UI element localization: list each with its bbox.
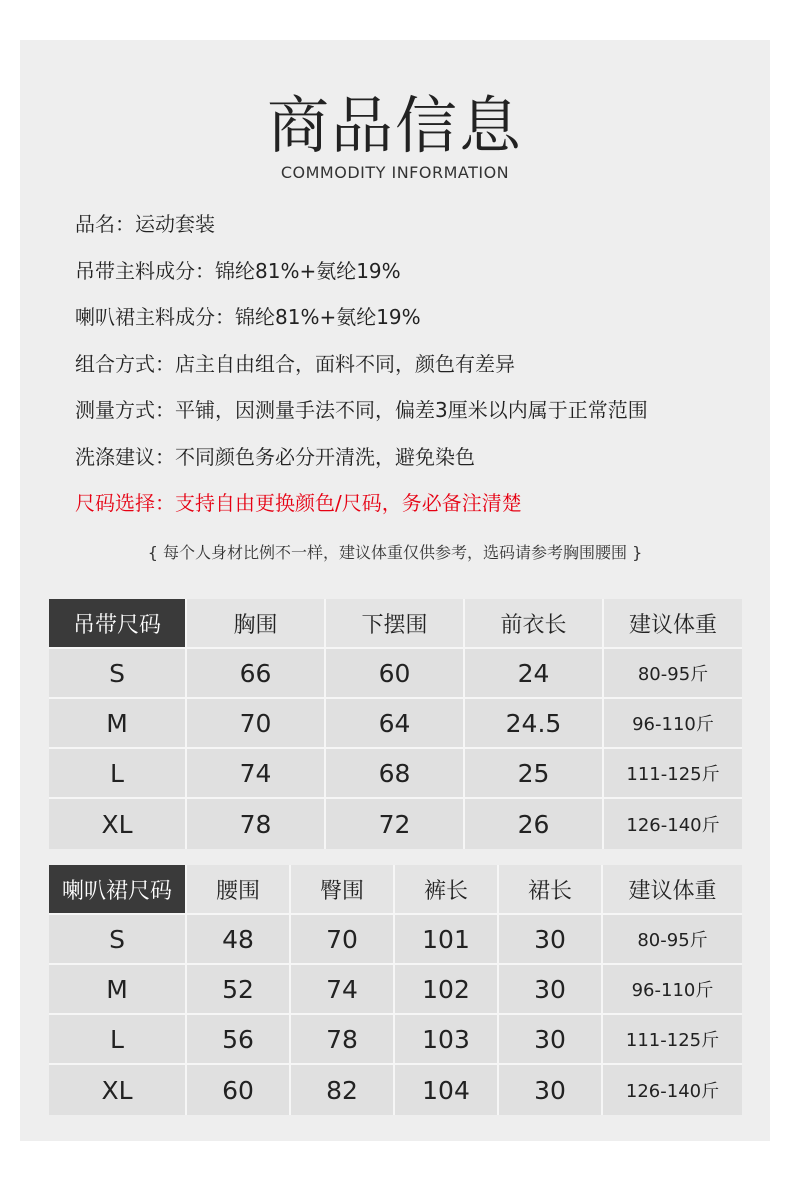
weight-cell: 96-110斤 <box>604 699 742 749</box>
size-note: { 每个人身材比例不一样，建议体重仅供参考，选码请参考胸围腰围 } <box>147 543 643 562</box>
page-title: 商品信息 <box>266 89 523 162</box>
value-cell: 74 <box>187 749 326 799</box>
weight-cell: 126-140斤 <box>604 799 742 849</box>
weight-cell: 80-95斤 <box>604 649 742 699</box>
value-cell: 78 <box>187 799 326 849</box>
value-cell: 30 <box>499 1015 603 1065</box>
header-weight: 建议体重 <box>603 865 742 915</box>
info-size-selection: 尺码选择：支持自由更换颜色/尺码，务必备注清楚 <box>75 491 522 515</box>
value-cell: 68 <box>326 749 465 799</box>
info-top-material: 吊带主料成分：锦纶81%+氨纶19% <box>75 258 401 283</box>
info-measurement: 测量方式：平铺，因测量手法不同，偏差3厘米以内属于正常范围 <box>75 398 648 422</box>
page-subtitle: COMMODITY INFORMATION <box>280 163 510 182</box>
weight-cell: 96-110斤 <box>603 965 742 1015</box>
header-skirt-length: 裙长 <box>499 865 603 915</box>
top-size-corner: 吊带尺码 <box>49 599 187 649</box>
value-cell: 70 <box>187 699 326 749</box>
value-cell: 25 <box>465 749 604 799</box>
table-row <box>49 915 742 965</box>
table-row <box>49 965 742 1015</box>
table-header-row <box>49 865 742 915</box>
table-row <box>49 649 742 699</box>
value-cell: 60 <box>187 1065 291 1115</box>
value-cell: 24 <box>465 649 604 699</box>
product-info-list <box>75 206 755 532</box>
header-front-length: 前衣长 <box>465 599 604 649</box>
table-row <box>49 749 742 799</box>
header-hip: 臀围 <box>291 865 395 915</box>
value-cell: 30 <box>499 965 603 1015</box>
value-cell: 56 <box>187 1015 291 1065</box>
value-cell: 72 <box>326 799 465 849</box>
header-hem: 下摆围 <box>326 599 465 649</box>
header-bust: 胸围 <box>187 599 326 649</box>
size-cell: XL <box>49 1065 187 1115</box>
value-cell: 103 <box>395 1015 499 1065</box>
table-row <box>49 699 742 749</box>
table-row <box>49 799 742 849</box>
value-cell: 24.5 <box>465 699 604 749</box>
info-washing: 洗涤建议：不同颜色务必分开清洗，避免染色 <box>75 444 475 469</box>
value-cell: 64 <box>326 699 465 749</box>
value-cell: 30 <box>499 1065 603 1115</box>
table-row <box>49 1065 742 1115</box>
weight-cell: 80-95斤 <box>603 915 742 965</box>
header-weight: 建议体重 <box>604 599 742 649</box>
table-header-row <box>49 599 742 649</box>
header-pants-length: 裤长 <box>395 865 499 915</box>
value-cell: 66 <box>187 649 326 699</box>
value-cell: 60 <box>326 649 465 699</box>
weight-cell: 111-125斤 <box>604 749 742 799</box>
value-cell: 104 <box>395 1065 499 1115</box>
value-cell: 26 <box>465 799 604 849</box>
top-size-table <box>49 599 742 849</box>
size-cell: S <box>49 915 187 965</box>
value-cell: 70 <box>291 915 395 965</box>
size-cell: S <box>49 649 187 699</box>
value-cell: 52 <box>187 965 291 1015</box>
value-cell: 101 <box>395 915 499 965</box>
weight-cell: 111-125斤 <box>603 1015 742 1065</box>
value-cell: 74 <box>291 965 395 1015</box>
info-combination: 组合方式：店主自由组合，面料不同，颜色有差异 <box>75 351 515 376</box>
skirt-size-table <box>49 865 742 1115</box>
value-cell: 78 <box>291 1015 395 1065</box>
info-product-name: 品名：运动套装 <box>75 212 215 236</box>
header-waist: 腰围 <box>187 865 291 915</box>
size-cell: L <box>49 1015 187 1065</box>
value-cell: 30 <box>499 915 603 965</box>
size-cell: XL <box>49 799 187 849</box>
skirt-size-corner: 喇叭裙尺码 <box>49 865 187 915</box>
value-cell: 102 <box>395 965 499 1015</box>
size-cell: M <box>49 699 187 749</box>
table-row <box>49 1015 742 1065</box>
value-cell: 82 <box>291 1065 395 1115</box>
size-cell: M <box>49 965 187 1015</box>
size-cell: L <box>49 749 187 799</box>
weight-cell: 126-140斤 <box>603 1065 742 1115</box>
value-cell: 48 <box>187 915 291 965</box>
info-skirt-material: 喇叭裙主料成分：锦纶81%+氨纶19% <box>75 305 421 329</box>
